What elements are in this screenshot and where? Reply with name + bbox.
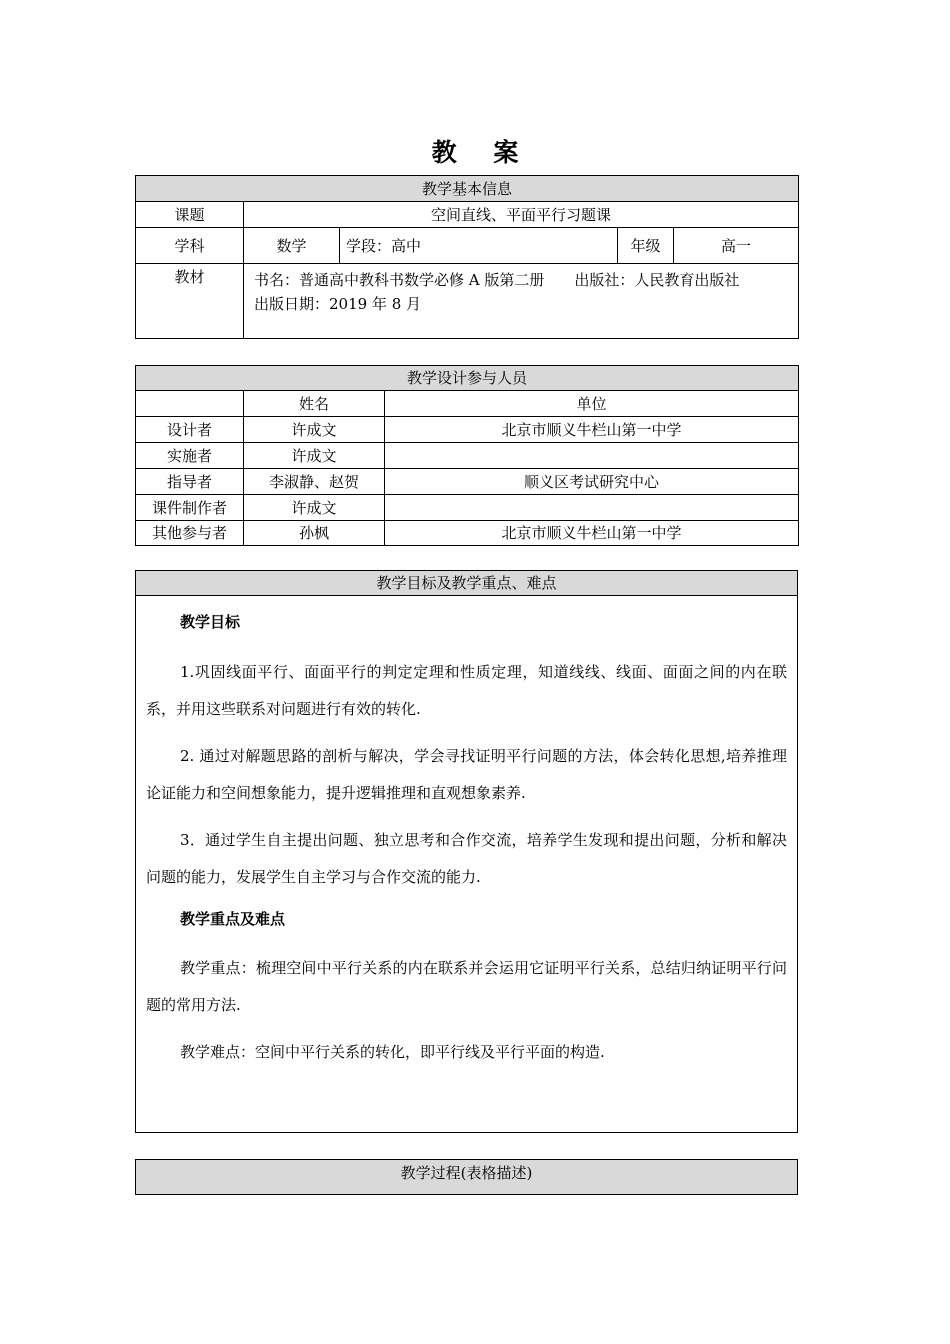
staff-blank-cell — [136, 391, 244, 417]
subject-label: 学科 — [136, 228, 244, 264]
staff-role: 指导者 — [136, 469, 244, 495]
difficulty: 教学难点：空间中平行关系的转化，即平行线及平行平面的构造. — [180, 1043, 605, 1061]
table-row — [136, 443, 799, 469]
goal-2: 2. 通过对解题思路的剖析与解决，学会寻找证明平行问题的方法，体会转化思想,培养推理论证能力和空间想象能力，提升逻辑推理和直观想象素养. — [146, 747, 787, 802]
table-row — [136, 469, 799, 495]
staff-name: 许成文 — [244, 495, 385, 521]
material-date: 出版日期：2019 年 8 月 — [254, 295, 422, 313]
material-value — [244, 264, 799, 339]
keypoints-heading: 教学重点及难点 — [180, 910, 286, 928]
objectives-header: 教学目标及教学重点、难点 — [136, 571, 798, 596]
staff-unit — [385, 443, 799, 469]
col-name-header: 姓名 — [244, 391, 385, 417]
staff-name: 李淑静、赵贺 — [244, 469, 385, 495]
material-label: 教材 — [136, 264, 244, 339]
staff-name: 许成文 — [244, 443, 385, 469]
material-book-publisher: 书名：普通高中教科书数学必修 A 版第二册 出版社：人民教育出版社 — [254, 271, 740, 289]
staff-role: 课件制作者 — [136, 495, 244, 521]
goals-heading: 教学目标 — [180, 613, 241, 631]
staff-role: 实施者 — [136, 443, 244, 469]
table-row — [136, 495, 799, 521]
staff-name: 许成文 — [244, 417, 385, 443]
process-header: 教学过程(表格描述) — [136, 1160, 798, 1195]
staff-name: 孙枫 — [244, 521, 385, 546]
staff-unit: 顺义区考试研究中心 — [385, 469, 799, 495]
topic-value: 空间直线、平面平行习题课 — [244, 202, 799, 228]
staff-header: 教学设计参与人员 — [136, 366, 799, 391]
staff-unit: 北京市顺义牛栏山第一中学 — [385, 417, 799, 443]
goal-3: 3．通过学生自主提出问题、独立思考和合作交流，培养学生发现和提出问题，分析和解决问题的能力，发展学生自主学习与合作交流的能力. — [146, 831, 787, 886]
stage-value: 学段：高中 — [340, 228, 618, 264]
subject-value: 数学 — [244, 228, 340, 264]
topic-label: 课题 — [136, 202, 244, 228]
staff-role: 设计者 — [136, 417, 244, 443]
grade-value: 高一 — [674, 228, 799, 264]
staff-unit — [385, 495, 799, 521]
col-unit-header: 单位 — [385, 391, 799, 417]
staff-unit: 北京市顺义牛栏山第一中学 — [385, 521, 799, 546]
objectives-table — [135, 570, 798, 1133]
process-table — [135, 1159, 798, 1195]
staff-role: 其他参与者 — [136, 521, 244, 546]
staff-table — [135, 365, 799, 546]
key-point: 教学重点：梳理空间中平行关系的内在联系并会运用它证明平行关系，总结归纳证明平行问题的常用方法. — [146, 959, 787, 1014]
goal-1: 1.巩固线面平行、面面平行的判定定理和性质定理，知道线线、线面、面面之间的内在联系，并用这些联系对问题进行有效的转化. — [146, 663, 787, 718]
basic-info-header: 教学基本信息 — [136, 176, 799, 202]
grade-label: 年级 — [618, 228, 674, 264]
basic-info-table — [135, 175, 799, 339]
objectives-body — [136, 596, 798, 1133]
table-row — [136, 521, 799, 546]
page-title: 教 案 — [431, 138, 533, 167]
table-row — [136, 417, 799, 443]
